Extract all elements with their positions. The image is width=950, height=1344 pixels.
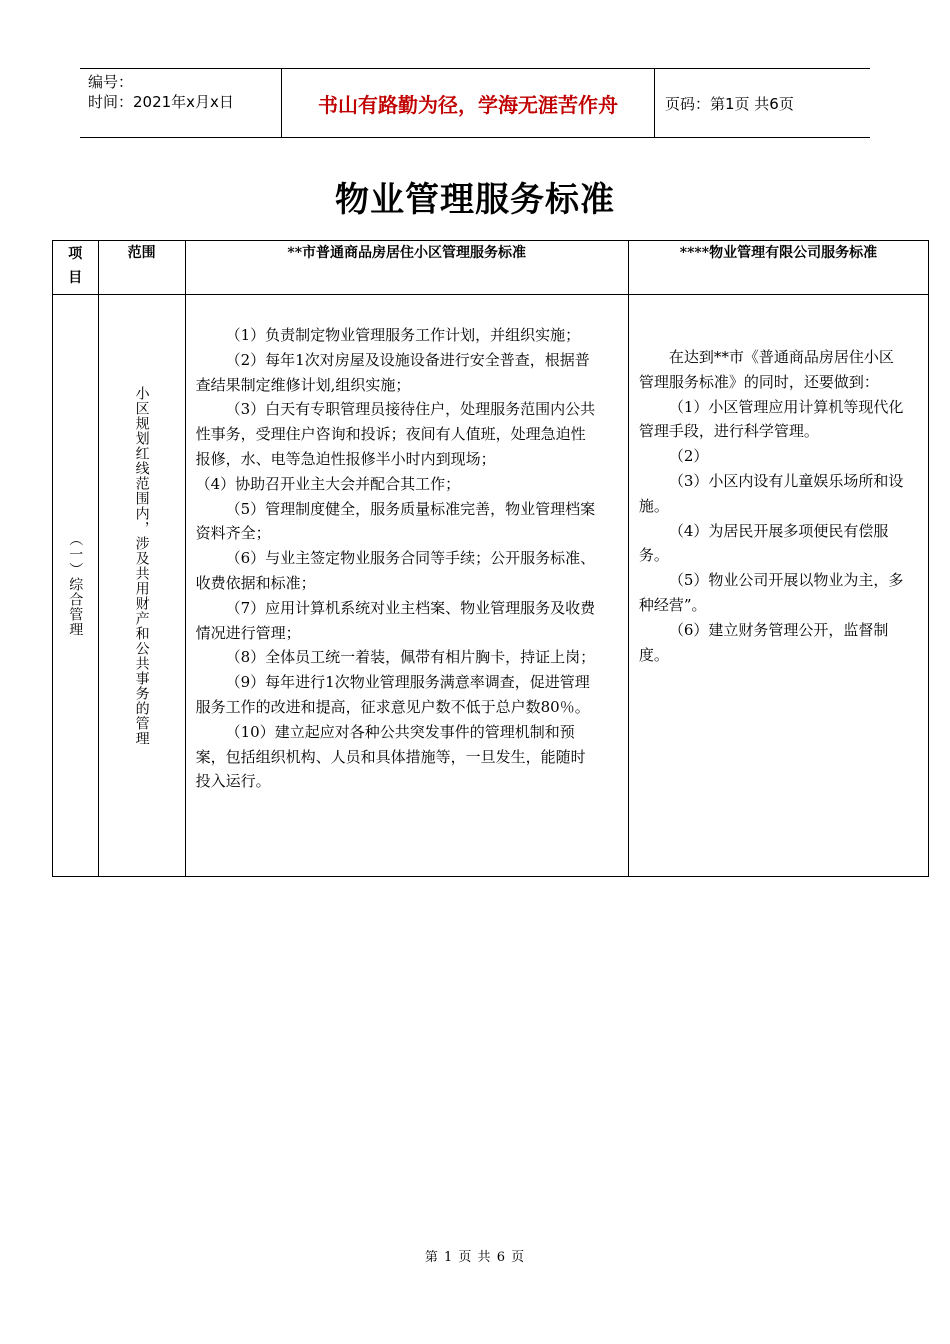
city-standard-cell [185, 295, 628, 877]
header-company-standard: ****物业管理有限公司服务标准 [628, 241, 928, 295]
company-para: （2） [668, 447, 709, 466]
range-label: 小区规划红线范围内，涉及共用财产和公共事务的管理 [133, 386, 150, 746]
doc-code-label: 编号： [88, 73, 134, 91]
city-para: （10）建立起应对各种公共突发事件的管理机制和预案，包括组织机构、人员和具体措施等，一旦发生，能随时投入运行。 [195, 722, 586, 791]
city-para: （8）全体员工统一着装，佩带有相片胸卡，持证上岗； [225, 648, 596, 667]
header-motto: 书山有路勤为径，学海无涯苦作舟 [282, 69, 655, 137]
header-range: 范围 [98, 241, 185, 295]
range-cell [98, 295, 185, 877]
header-meta [80, 69, 282, 137]
city-para: （6）与业主签定物业服务合同等手续；公开服务标准、收费依据和标准； [195, 549, 596, 592]
header-item-label: 项目 [68, 246, 83, 286]
item-cell [53, 295, 99, 877]
header-city-standard: **市普通商品房居住小区管理服务标准 [185, 241, 628, 295]
doc-date-label: 时间：2021年x月x日 [88, 93, 234, 111]
city-para: （4）协助召开业主大会并配合其工作； [195, 474, 461, 493]
page-footer: 第 1 页 共 6 页 [424, 1250, 526, 1265]
company-para: （6）建立财务管理公开，监督制度。 [638, 620, 889, 664]
page-header [80, 68, 870, 138]
city-para: （1）负责制定物业管理服务工作计划，并组织实施； [225, 326, 581, 344]
table-header-row [53, 241, 929, 295]
city-para: （2）每年1次对房屋及设施设备进行安全普查，根据普查结果制定维修计划,组织实施； [195, 350, 590, 394]
standards-table [52, 240, 929, 877]
company-para: 在达到**市《普通商品房居住小区管理服务标准》的同时，还要做到： [638, 348, 894, 391]
company-standard-cell [628, 295, 928, 877]
header-item [53, 241, 99, 295]
company-para: （4）为居民开展多项便民有偿服务。 [638, 521, 889, 565]
table-row [53, 295, 929, 877]
document-title: 物业管理服务标准 [335, 180, 615, 220]
city-para: （5）管理制度健全，服务质量标准完善，物业管理档案资料齐全； [195, 499, 596, 543]
item-label: （一）综合管理 [67, 532, 84, 637]
city-para: （9）每年进行1次物业管理服务满意率调查，促进管理服务工作的改进和提高，征求意见户数不低于总户数80％。 [195, 673, 590, 716]
company-para: （3）小区内设有儿童娱乐场所和设施。 [638, 471, 904, 515]
city-para: （7）应用计算机系统对业主档案、物业管理服务及收费情况进行管理； [195, 598, 596, 642]
company-para: （5）物业公司开展以物业为主，多种经营”。 [638, 571, 904, 614]
company-para: （1）小区管理应用计算机等现代化管理手段，进行科学管理。 [638, 397, 904, 441]
city-para: （3）白天有专职管理员接待住户，处理服务范围内公共性事务，受理住户咨询和投诉；夜间有人值班，处理急迫性报修，水、电等急迫性报修半小时内到现场； [195, 400, 596, 468]
header-page-info: 页码：第1页 共6页 [665, 94, 794, 113]
